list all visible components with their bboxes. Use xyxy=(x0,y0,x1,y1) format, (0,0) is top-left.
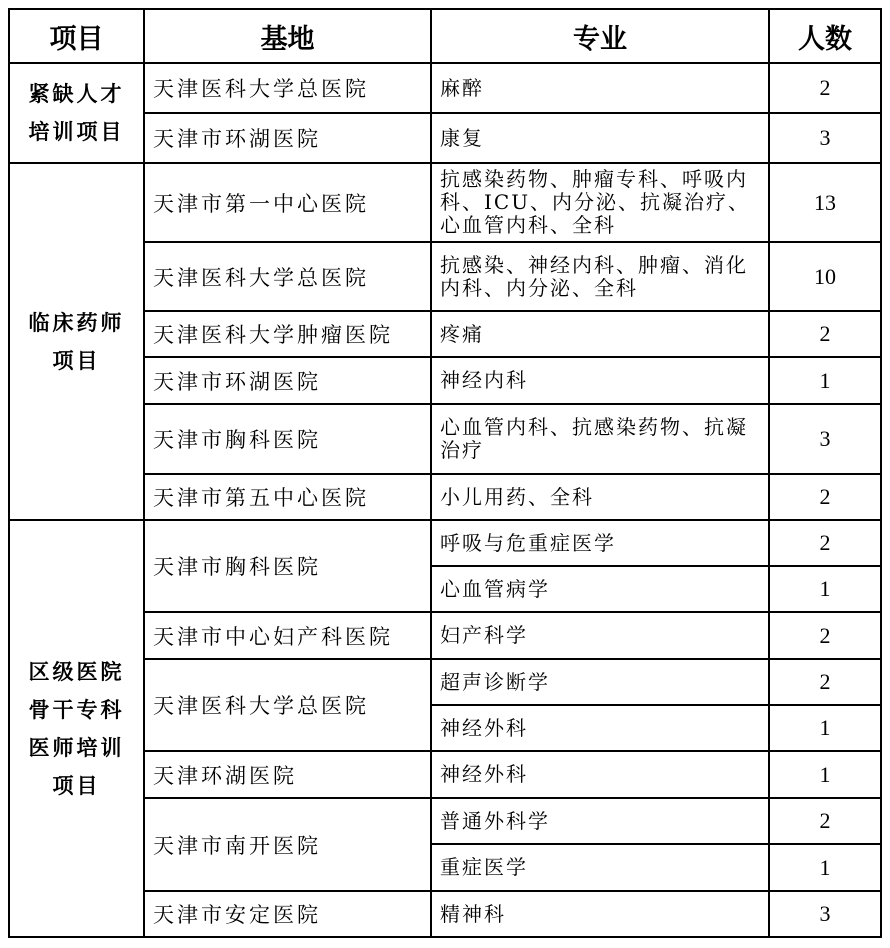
project-cell: 临床药师 项目 xyxy=(9,163,144,520)
header-row xyxy=(9,9,881,63)
base-cell: 天津医科大学肿瘤医院 xyxy=(144,311,431,357)
specialty-cell: 心血管内科、抗感染药物、抗凝治疗 xyxy=(431,404,769,474)
project-cell: 区级医院 骨干专科 医师培训 项目 xyxy=(9,520,144,937)
specialty-cell: 心血管病学 xyxy=(431,566,769,612)
specialty-cell: 小儿用药、全科 xyxy=(431,474,769,520)
count-cell: 1 xyxy=(769,751,881,798)
specialty-cell: 重症医学 xyxy=(431,844,769,891)
project-cell: 紧缺人才 培训项目 xyxy=(9,63,144,163)
table-row xyxy=(9,63,881,113)
count-cell: 3 xyxy=(769,891,881,937)
count-cell: 2 xyxy=(769,612,881,659)
specialty-cell: 疼痛 xyxy=(431,311,769,357)
specialty-cell: 呼吸与危重症医学 xyxy=(431,520,769,566)
base-cell: 天津市胸科医院 xyxy=(144,520,431,612)
count-cell: 2 xyxy=(769,474,881,520)
base-cell: 天津市第一中心医院 xyxy=(144,163,431,242)
training-quota-table xyxy=(8,8,882,938)
count-cell: 3 xyxy=(769,404,881,474)
count-cell: 1 xyxy=(769,566,881,612)
specialty-cell: 抗感染药物、肿瘤专科、呼吸内科、ICU、内分泌、抗凝治疗、心血管内科、全科 xyxy=(431,163,769,242)
count-cell: 1 xyxy=(769,357,881,404)
table-row xyxy=(9,163,881,242)
count-cell: 10 xyxy=(769,242,881,311)
base-cell: 天津市第五中心医院 xyxy=(144,474,431,520)
count-cell: 2 xyxy=(769,659,881,705)
header-base: 基地 xyxy=(144,9,431,63)
specialty-cell: 超声诊断学 xyxy=(431,659,769,705)
specialty-cell: 麻醉 xyxy=(431,63,769,113)
count-cell: 1 xyxy=(769,705,881,751)
header-count: 人数 xyxy=(769,9,881,63)
count-cell: 1 xyxy=(769,844,881,891)
base-cell: 天津市南开医院 xyxy=(144,798,431,891)
count-cell: 13 xyxy=(769,163,881,242)
base-cell: 天津市环湖医院 xyxy=(144,113,431,163)
specialty-cell: 神经内科 xyxy=(431,357,769,404)
base-cell: 天津市环湖医院 xyxy=(144,357,431,404)
count-cell: 2 xyxy=(769,520,881,566)
header-specialty: 专业 xyxy=(431,9,769,63)
base-cell: 天津环湖医院 xyxy=(144,751,431,798)
base-cell: 天津医科大学总医院 xyxy=(144,63,431,113)
specialty-cell: 康复 xyxy=(431,113,769,163)
specialty-cell: 神经外科 xyxy=(431,751,769,798)
count-cell: 2 xyxy=(769,63,881,113)
base-cell: 天津市中心妇产科医院 xyxy=(144,612,431,659)
count-cell: 2 xyxy=(769,311,881,357)
base-cell: 天津医科大学总医院 xyxy=(144,242,431,311)
table-row xyxy=(9,520,881,566)
base-cell: 天津市安定医院 xyxy=(144,891,431,937)
specialty-cell: 普通外科学 xyxy=(431,798,769,844)
specialty-cell: 抗感染、神经内科、肿瘤、消化内科、内分泌、全科 xyxy=(431,242,769,311)
header-project: 项目 xyxy=(9,9,144,63)
specialty-cell: 精神科 xyxy=(431,891,769,937)
specialty-cell: 妇产科学 xyxy=(431,612,769,659)
specialty-cell: 神经外科 xyxy=(431,705,769,751)
count-cell: 3 xyxy=(769,113,881,163)
base-cell: 天津医科大学总医院 xyxy=(144,659,431,751)
count-cell: 2 xyxy=(769,798,881,844)
base-cell: 天津市胸科医院 xyxy=(144,404,431,474)
